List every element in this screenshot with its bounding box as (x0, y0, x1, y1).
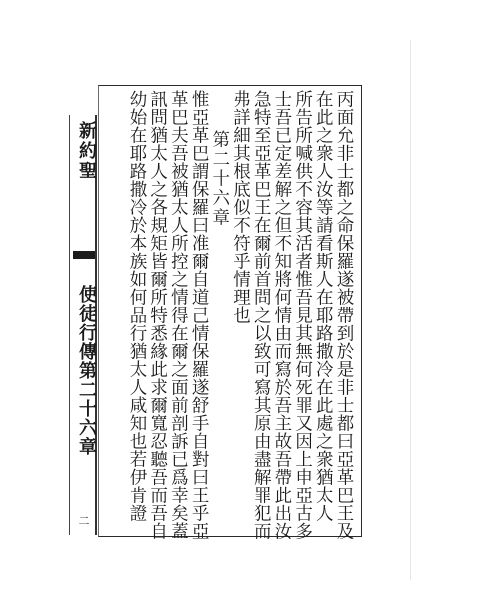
body-text (104, 90, 354, 540)
book-spine-margin (65, 115, 98, 535)
text-column: 急特至亞革巴王在爾前首問之以致可寫其原由盡解罪犯而 (251, 90, 272, 540)
page-fold-line (410, 40, 411, 580)
text-column: 弗詳細其根底似不符乎情理也 (230, 90, 251, 324)
spine-title: 新約聖 (76, 121, 97, 181)
text-column: 丙面允非士都之命保羅遂被帶到於是非士都曰亞革巴王及 (334, 90, 354, 540)
text-column: 惟亞革巴謂保羅曰准爾自道己情保羅遂舒手自對曰王乎亞 (189, 90, 210, 540)
spine-book-chapter: 使徒行傳第二十六章 (76, 285, 97, 456)
text-column: 在此之衆人汝等請看斯人在耶路撒冷在此處之衆猶太人 (313, 90, 334, 522)
spine-page-number: 二 (77, 515, 90, 526)
text-column: 所告所喊供不容其活者惟吾見其無何死罪又因上申亞古多 (292, 90, 313, 540)
chapter-heading: 第二十六章 (209, 130, 230, 228)
text-column: 訊問猶太人之各規矩皆爾所特悉緣此求爾寬忍聽吾而吾自 (147, 90, 168, 540)
text-column: 革巴夫吾被猶太人所控之情得在爾之面前剖訴已爲幸矣蓋 (168, 90, 189, 540)
fishtail-mark (73, 251, 95, 259)
spine-rule-left (69, 115, 70, 535)
text-column: 幼始在耶路撒冷於本族如何品行猶太人咸知也若伊肯證 (126, 90, 147, 522)
text-column: 士吾已定差解之但不知將何情由而寫於吾主故吾帶此出汝 (271, 90, 292, 540)
